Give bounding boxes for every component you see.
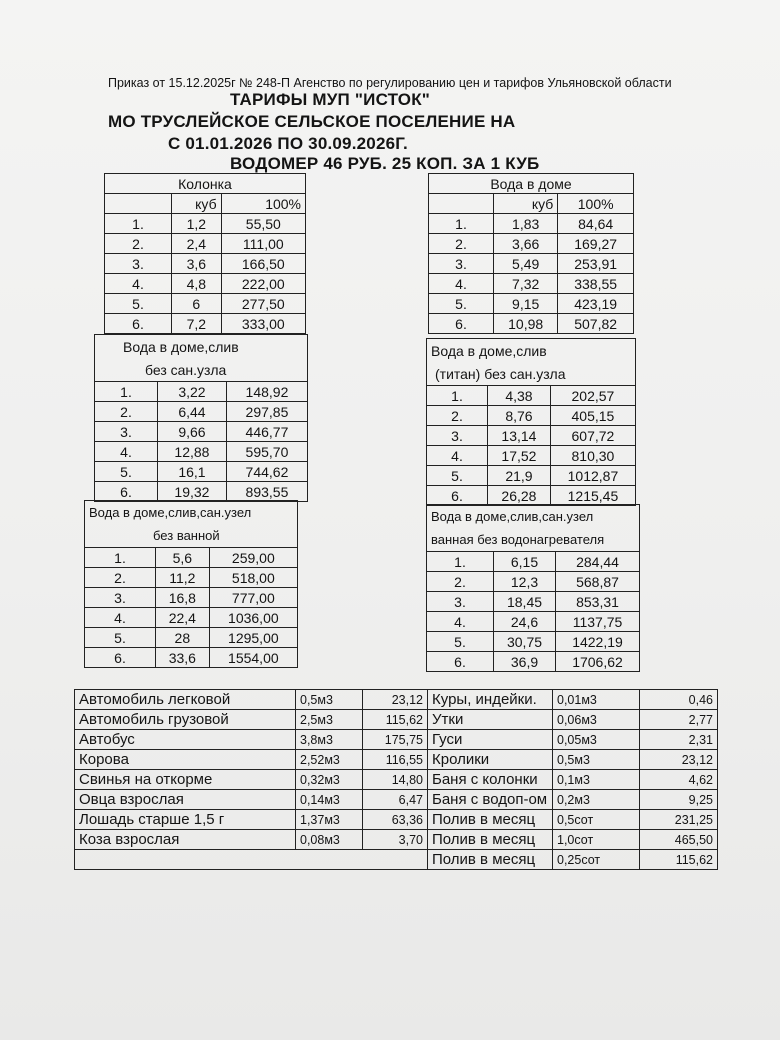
table-row: 5. 16,1 744,62 xyxy=(95,462,308,482)
table-row: 1. 1,83 84,64 xyxy=(429,214,634,234)
table-row: 3. 3,6 166,50 xyxy=(105,254,306,274)
table-row: 3. 13,14 607,72 xyxy=(427,426,636,446)
table-row: 5. 30,75 1422,19 xyxy=(427,632,640,652)
table-row: 4. 22,4 1036,00 xyxy=(85,608,298,628)
col-header-pct: 100% xyxy=(221,194,305,214)
table-kolonka xyxy=(104,173,306,334)
table-row: Корова 2,52м3 116,55 Кролики 0,5м3 23,12 xyxy=(75,750,718,770)
table-row: 3. 9,66 446,77 xyxy=(95,422,308,442)
table-row: 1. 6,15 284,44 xyxy=(427,552,640,572)
table-row: Автомобиль грузовой 2,5м3 115,62 Утки 0,06м3 2,77 xyxy=(75,710,718,730)
table-row: 1. 3,22 148,92 xyxy=(95,382,308,402)
table-voda-v-dome xyxy=(428,173,634,334)
table-row: 4. 24,6 1137,75 xyxy=(427,612,640,632)
table-row: 3. 18,45 853,31 xyxy=(427,592,640,612)
table-row: 5. 9,15 423,19 xyxy=(429,294,634,314)
table-row: 2. 3,66 169,27 xyxy=(429,234,634,254)
col-header-cube: куб xyxy=(172,194,222,214)
table-row: 1. 5,6 259,00 xyxy=(85,548,298,568)
table-row: 4. 7,32 338,55 xyxy=(429,274,634,294)
table-title: Вода в доме xyxy=(429,174,634,194)
table-row: 6. 36,9 1706,62 xyxy=(427,652,640,672)
table-row: Автомобиль легковой 0,5м3 23,12 Куры, индейки. 0,01м3 0,46 xyxy=(75,690,718,710)
table-row: Полив в месяц 0,25сот 115,62 xyxy=(75,850,718,870)
table-row: 5. 6 277,50 xyxy=(105,294,306,314)
table-animals-and-other xyxy=(74,689,718,870)
table-row: 5. 21,9 1012,87 xyxy=(427,466,636,486)
table-row: Свинья на откорме 0,32м3 14,80 Баня с колонки 0,1м3 4,62 xyxy=(75,770,718,790)
table-row: 2. 12,3 568,87 xyxy=(427,572,640,592)
table-subtitle: (титан) без сан.узла xyxy=(427,362,636,386)
table-sanuzel-bez-vannoy xyxy=(84,500,298,668)
table-row: Лошадь старше 1,5 г 1,37м3 63,36 Полив в месяц 0,5сот 231,25 xyxy=(75,810,718,830)
table-row: 3. 16,8 777,00 xyxy=(85,588,298,608)
table-subtitle: без ванной xyxy=(85,524,298,548)
title-settlement: МО ТРУСЛЕЙСКОЕ СЕЛЬСКОЕ ПОСЕЛЕНИЕ НА xyxy=(108,112,516,131)
title-meter-price: ВОДОМЕР 46 РУБ. 25 КОП. ЗА 1 КУБ xyxy=(230,154,540,173)
table-row: Автобус 3,8м3 175,75 Гуси 0,05м3 2,31 xyxy=(75,730,718,750)
table-title: Вода в доме,слив,сан.узел xyxy=(85,501,298,525)
table-row: 1. 1,2 55,50 xyxy=(105,214,306,234)
table-title: Колонка xyxy=(105,174,306,194)
table-row: 2. 11,2 518,00 xyxy=(85,568,298,588)
table-row: 6. 7,2 333,00 xyxy=(105,314,306,334)
table-subtitle: без сан.узла xyxy=(95,358,308,382)
table-voda-sliv-titan xyxy=(426,338,636,506)
table-row: 2. 6,44 297,85 xyxy=(95,402,308,422)
table-row: 6. 33,6 1554,00 xyxy=(85,648,298,668)
table-row: 6. 26,28 1215,45 xyxy=(427,486,636,506)
table-row: 2. 8,76 405,15 xyxy=(427,406,636,426)
order-line: Приказ от 15.12.2025г № 248-П Агенство по регулированию цен и тарифов Ульяновской области xyxy=(108,76,672,90)
col-header-pct: 100% xyxy=(558,194,634,214)
table-row: 2. 2,4 111,00 xyxy=(105,234,306,254)
table-row: 3. 5,49 253,91 xyxy=(429,254,634,274)
title-period: С 01.01.2026 ПО 30.09.2026Г. xyxy=(168,134,408,153)
table-row: 6. 10,98 507,82 xyxy=(429,314,634,334)
table-title: Вода в доме,слив xyxy=(95,335,308,359)
table-title: Вода в доме,слив,сан.узел xyxy=(427,505,640,529)
table-row: 1. 4,38 202,57 xyxy=(427,386,636,406)
table-row: 4. 17,52 810,30 xyxy=(427,446,636,466)
table-row: 4. 4,8 222,00 xyxy=(105,274,306,294)
table-subtitle: ванная без водонагревателя xyxy=(427,528,640,552)
title-tariffs: ТАРИФЫ МУП "ИСТОК" xyxy=(230,90,431,109)
table-row: Коза взрослая 0,08м3 3,70 Полив в месяц 1,0сот 465,50 xyxy=(75,830,718,850)
table-voda-sliv xyxy=(94,334,308,502)
table-title: Вода в доме,слив xyxy=(427,339,636,363)
col-header-cube: куб xyxy=(494,194,558,214)
table-row: 5. 28 1295,00 xyxy=(85,628,298,648)
table-row: Овца взрослая 0,14м3 6,47 Баня с водоп-ом 0,2м3 9,25 xyxy=(75,790,718,810)
table-row: 6. 19,32 893,55 xyxy=(95,482,308,502)
table-row: 4. 12,88 595,70 xyxy=(95,442,308,462)
table-vannaya-bez-vodonagrevatelya xyxy=(426,504,640,672)
